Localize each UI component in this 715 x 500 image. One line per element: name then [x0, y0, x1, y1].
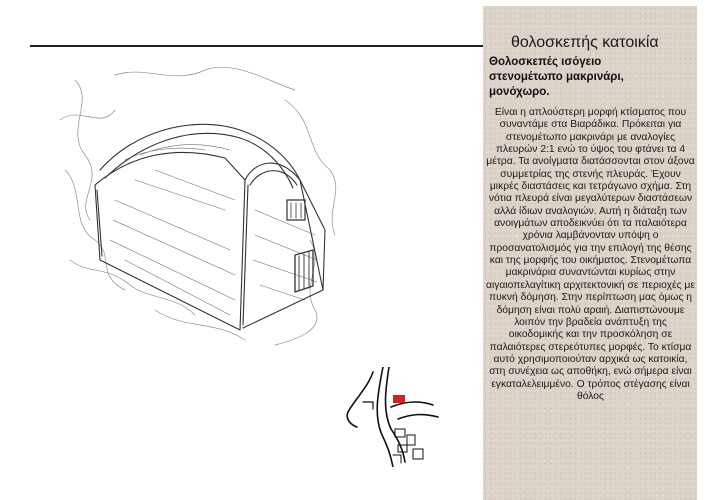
header-rule [30, 45, 500, 47]
map-road-centre [377, 367, 393, 467]
map-road-east-2 [398, 415, 438, 419]
description-paragraph: Είναι η απλούστερη μορφή κτίσματος που συναντάμε στα Βιαράδικα. Πρόκειται για στενομέτωπο μακρινάρι με αναλογίες πλευρών 2:1 ενώ το ύψος του φτάνει τα 4 μέτρα. Τα ανοίγματα διατάσσονται στον άξονα συμμετρίας της στενής πλευράς. Έχουν μικρές διαστάσεις και τετράγωνο σχήμα. Στη νότια πλευρά είναι μεγαλύτερων διαστάσεων αλλά ίδιων αναλογιών. Αυτή η διάταξη των ανοιγμάτων αποδεικνύει ότι τα παλαιότερα χρόνια λαμβάνονταν υπόψη ο προσανατολισμός για την επιλογή της θέσης και της μορφής του οικήματος. Στενομέτωπα μακρινάρια συναντώνται κυρίως στην αιγαιοπελαγίτικη αρχιτεκτονική σε περιοχές με πυκνή δόμηση. Στην περίπτωση μας όμως η δόμηση είναι πολύ αραιή. Διαπιστώνουμε λοιπόν την βραδεία ανάπτυξη της οικοδομικής και την προσκόληση σε παλαιότερες στερεότυπες μορφές. Το κτίσμα αυτό χρησιμοποιούταν αρχικά ως κατοικία, στη συνέχεια ως αποθήκη, ενώ σήμερα είναι εγκαταλελειμμένο. Ο τρόπος στέγασης είναι θόλος [486, 107, 695, 402]
subheading: Θολοσκεπές ισόγειο στενομέτωπο μακρινάρι, μονόχωρο. [489, 56, 624, 98]
map-building-marker [393, 395, 405, 403]
wall-texture [110, 145, 317, 315]
gable-window [287, 200, 305, 220]
map-buildings [393, 429, 423, 463]
house-sketch [55, 60, 345, 350]
map-road-left [347, 372, 373, 427]
page-title: θολοσκεπής κατοικία [511, 34, 659, 51]
map-parcel [363, 402, 373, 409]
site-map [343, 367, 443, 467]
description-text [486, 107, 695, 403]
